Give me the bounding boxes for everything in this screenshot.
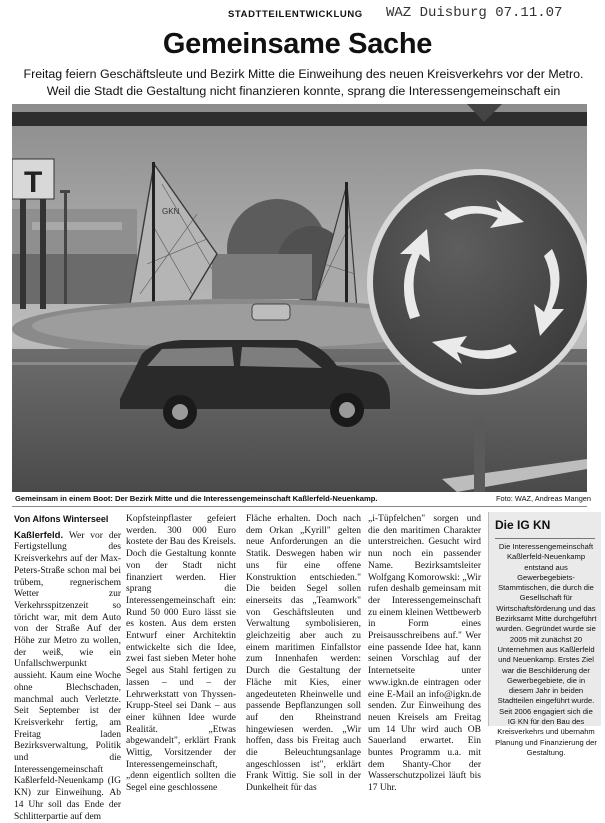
source-line: WAZ Duisburg 07.11.07 bbox=[386, 5, 563, 21]
column-4-body: „i-Tüpfelchen" sorgen und die den maritimen Charakter unterstreichen. Gesucht wird nun noch ein passender Name. Bezirksamtsleiter Wolfgang Komorowski: „Wir rufen deshalb gemeinsam mit der Interessengemeinschaft zu einem kleinen Wettbewerb in Form eines Preisausschreibens auf." Wer eine passende Idee hat, kann seinen Vorschlag auf der Internetseite unter www.igkn.de eintragen oder eine E-Mail an info@igkn.de senden. Zur Einweihung des neuen Kreisels am Freitag um 14 Uhr wird auch OB Sauerland erwartet. Ein buntes Programm u.a. mit dem Shanty-Chor der Wasserschutzpolizei läuft bis 17 Uhr. bbox=[368, 514, 481, 794]
column-1-body: Wer vor der Fertigstellung des Kreisverkehrs auf der Max-Peters-Straße schon mal bei trübem, regnerischem Wetter zur Verkehrsspitzenzeit so töricht war, mit dem Auto von der Straße Auf der Höhe zur Metro zu wollen, der weiß, wie ein Unfallschwerpunkt aussieht. Kaum eine Woche ohne Blechschaden, manchmal auch Verletzte. Seit September ist der Kreisverkehr fertig, am Freitag laden Bezirksverwaltung, Politik und die Interessengemeinschaft Kaßlerfeld-Neuenkamp (IG KN) zur Einweihung. Ab 14 Uhr soll das Ende der Schlitterpartie auf dem bbox=[14, 530, 121, 822]
info-box-text: Die Interessengemeinschaft Kaßlerfeld-Neuenkamp entstand aus Gewerbegebiets-Stammtischen, die durch die Gesellschaft für Wirtschaftsförderung und das Bezirksamt Mitte durchgeführt wurden. Gegründet wurde sie 2005 mit zunächst 20 Unternehmen aus Kaßlerfeld und Neuenkamp. Erstes Ziel war die Beschilderung der Gewerbegebiete, die in diesem Jahr in beiden Stadtteilen eingeführt wurde. Seit 2006 engagiert sich die IG KN für den Bau des Kreisverkehrs und übernahm Planung und Finanzierung der Gestaltung. bbox=[495, 542, 597, 757]
author-byline: Von Alfons Winterseel bbox=[14, 514, 109, 524]
article-column-3 bbox=[246, 514, 361, 795]
column-2-body: Kopfsteinpflaster gefeiert werden. 300 000 Euro kostete der Bau des Kreisels. Doch die Gestaltung konnte von der Stadt nicht finanziert werden. Hier sprang die Interessengemeinschaft ein: Rund 50 000 Euro lässt sie es kosten. Aus dem ersten Entwurf einer Architektin entwickelte sich die Idee, zwei fast sieben Meter hohe Segel aus Stahl fertigen zu lassen – und – der Lehrwerkstatt von Thyssen-Krupp-Steel sei Dank – aus einer kühnen Idee wurde Realität. „Etwas abgewandelt", erklärt Frank Wittig, Vorsitzender der Interessengemeinschaft, „denn eigentlich sollten die Segel eine geschlossene bbox=[126, 514, 237, 794]
article-column-1 bbox=[14, 514, 121, 823]
subheadline bbox=[12, 66, 595, 100]
divider bbox=[12, 506, 587, 507]
info-box-title: Die IG KN bbox=[495, 518, 551, 532]
headline: Gemeinsame Sache bbox=[162, 28, 433, 60]
telekom-sign-letter: T bbox=[24, 166, 43, 199]
column-3-body: Fläche erhalten. Doch nach dem Orkan „Kyrill" gelten neue Anforderungen an die Statik. Deswegen haben wir uns für eine offene Konstruktion entschieden." Die beiden Segel sollen einerseits das „Teamwork" von Geschäftsleuten und Verwaltung symbolisieren, gleichzeitig aber auch zu einem maritimen Einfallstor zum Innenhafen werden: Durch die Gestaltung der Fläche mit Kies, einer angedeuteten Rheinwelle und passende Bepflanzungen soll auf den Rheinstrand hingewiesen werden. „Wir hoffen, dass bis Freitag auch die Beleuchtungsanlage angeschlossen ist", erklärt Frank Wittig. Sie soll in der Dunkelheit für das bbox=[246, 514, 361, 794]
info-box-divider bbox=[495, 538, 595, 539]
roundabout-photo bbox=[12, 104, 587, 492]
photo-caption: Gemeinsam in einem Boot: Der Bezirk Mitte und die Interessengemeinschaft Kaßlerfeld-Neuenkamp. bbox=[15, 494, 378, 503]
photo-credit: Foto: WAZ, Andreas Mangen bbox=[496, 494, 592, 503]
info-box bbox=[488, 512, 601, 757]
sail-lettering: GKN bbox=[162, 207, 180, 216]
dark-band bbox=[12, 112, 587, 126]
article-column-4 bbox=[368, 514, 481, 795]
section-rubric: STADTTEILENTWICKLUNG bbox=[228, 9, 363, 20]
article-photo bbox=[12, 104, 587, 492]
article-column-2 bbox=[126, 514, 236, 795]
subheadline-line-2: Weil die Stadt die Gestaltung nicht finanzieren konnte, sprang die Interessengemeinschaft ein bbox=[46, 84, 561, 98]
subheadline-line-1: Freitag feiern Geschäftsleute und Bezirk Mitte die Einweihung des neuen Kreisverkehrs vor der Metro. bbox=[23, 67, 584, 81]
dateline: Kaßlerfeld. bbox=[14, 529, 64, 541]
lamp-post bbox=[64, 192, 67, 304]
column-1-text bbox=[14, 530, 121, 823]
